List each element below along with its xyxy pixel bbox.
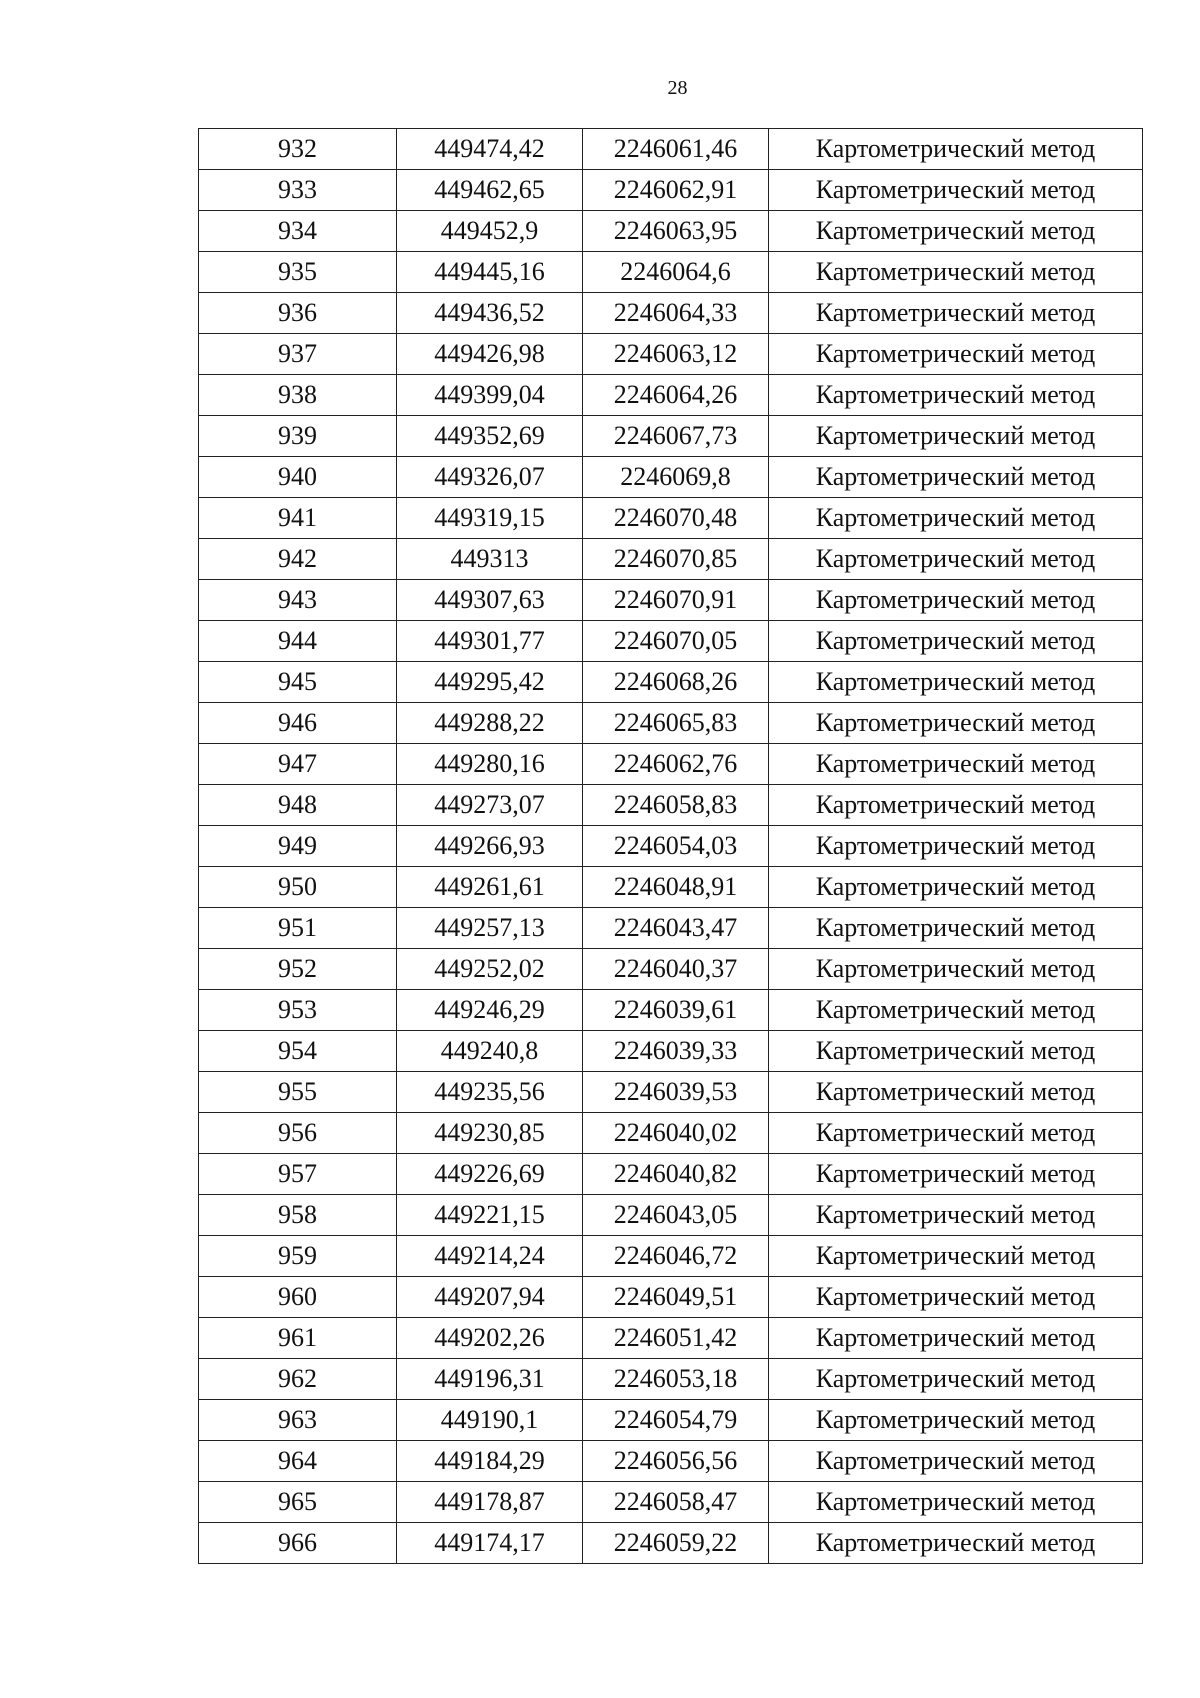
table-row: [199, 1113, 1143, 1154]
x-coordinate-cell: 449235,56: [397, 1072, 583, 1113]
method-cell: Картометрический метод: [769, 703, 1143, 744]
x-coordinate-cell: 449207,94: [397, 1277, 583, 1318]
point-number-cell: 932: [199, 129, 397, 170]
method-cell: Картометрический метод: [769, 826, 1143, 867]
x-coordinate-cell: 449252,02: [397, 949, 583, 990]
y-coordinate-cell: 2246054,03: [583, 826, 769, 867]
y-coordinate-cell: 2246043,47: [583, 908, 769, 949]
point-number-cell: 933: [199, 170, 397, 211]
y-coordinate-cell: 2246064,6: [583, 252, 769, 293]
method-cell: Картометрический метод: [769, 293, 1143, 334]
x-coordinate-cell: 449326,07: [397, 457, 583, 498]
y-coordinate-cell: 2246064,33: [583, 293, 769, 334]
table-row: [199, 621, 1143, 662]
y-coordinate-cell: 2246040,37: [583, 949, 769, 990]
table-row: [199, 1031, 1143, 1072]
y-coordinate-cell: 2246063,12: [583, 334, 769, 375]
point-number-cell: 938: [199, 375, 397, 416]
method-cell: Картометрический метод: [769, 990, 1143, 1031]
table-row: [199, 949, 1143, 990]
method-cell: Картометрический метод: [769, 908, 1143, 949]
x-coordinate-cell: 449266,93: [397, 826, 583, 867]
y-coordinate-cell: 2246058,83: [583, 785, 769, 826]
x-coordinate-cell: 449202,26: [397, 1318, 583, 1359]
method-cell: Картометрический метод: [769, 1031, 1143, 1072]
x-coordinate-cell: 449280,16: [397, 744, 583, 785]
method-cell: Картометрический метод: [769, 867, 1143, 908]
y-coordinate-cell: 2246063,95: [583, 211, 769, 252]
point-number-cell: 962: [199, 1359, 397, 1400]
x-coordinate-cell: 449445,16: [397, 252, 583, 293]
y-coordinate-cell: 2246070,48: [583, 498, 769, 539]
x-coordinate-cell: 449313: [397, 539, 583, 580]
y-coordinate-cell: 2246049,51: [583, 1277, 769, 1318]
table-row: [199, 334, 1143, 375]
y-coordinate-cell: 2246056,56: [583, 1441, 769, 1482]
x-coordinate-cell: 449474,42: [397, 129, 583, 170]
y-coordinate-cell: 2246064,26: [583, 375, 769, 416]
y-coordinate-cell: 2246046,72: [583, 1236, 769, 1277]
x-coordinate-cell: 449273,07: [397, 785, 583, 826]
y-coordinate-cell: 2246040,82: [583, 1154, 769, 1195]
point-number-cell: 953: [199, 990, 397, 1031]
y-coordinate-cell: 2246070,91: [583, 580, 769, 621]
x-coordinate-cell: 449288,22: [397, 703, 583, 744]
y-coordinate-cell: 2246062,91: [583, 170, 769, 211]
method-cell: Картометрический метод: [769, 539, 1143, 580]
y-coordinate-cell: 2246061,46: [583, 129, 769, 170]
table-row: [199, 457, 1143, 498]
point-number-cell: 958: [199, 1195, 397, 1236]
x-coordinate-cell: 449399,04: [397, 375, 583, 416]
method-cell: Картометрический метод: [769, 1318, 1143, 1359]
table-row: [199, 1195, 1143, 1236]
table-row: [199, 252, 1143, 293]
method-cell: Картометрический метод: [769, 744, 1143, 785]
method-cell: Картометрический метод: [769, 949, 1143, 990]
table-row: [199, 867, 1143, 908]
table-row: [199, 1154, 1143, 1195]
y-coordinate-cell: 2246051,42: [583, 1318, 769, 1359]
point-number-cell: 950: [199, 867, 397, 908]
point-number-cell: 939: [199, 416, 397, 457]
x-coordinate-cell: 449301,77: [397, 621, 583, 662]
point-number-cell: 942: [199, 539, 397, 580]
point-number-cell: 964: [199, 1441, 397, 1482]
x-coordinate-cell: 449230,85: [397, 1113, 583, 1154]
y-coordinate-cell: 2246040,02: [583, 1113, 769, 1154]
table-row: [199, 539, 1143, 580]
table-row: [199, 1482, 1143, 1523]
table-row: [199, 990, 1143, 1031]
method-cell: Картометрический метод: [769, 1441, 1143, 1482]
method-cell: Картометрический метод: [769, 1236, 1143, 1277]
x-coordinate-cell: 449319,15: [397, 498, 583, 539]
x-coordinate-cell: 449426,98: [397, 334, 583, 375]
point-number-cell: 956: [199, 1113, 397, 1154]
table-row: [199, 375, 1143, 416]
method-cell: Картометрический метод: [769, 375, 1143, 416]
point-number-cell: 949: [199, 826, 397, 867]
method-cell: Картометрический метод: [769, 621, 1143, 662]
point-number-cell: 960: [199, 1277, 397, 1318]
point-number-cell: 966: [199, 1523, 397, 1564]
table-row: [199, 1277, 1143, 1318]
point-number-cell: 959: [199, 1236, 397, 1277]
table-row: [199, 170, 1143, 211]
method-cell: Картометрический метод: [769, 580, 1143, 621]
coordinates-table-body: [199, 129, 1143, 1564]
y-coordinate-cell: 2246039,61: [583, 990, 769, 1031]
y-coordinate-cell: 2246068,26: [583, 662, 769, 703]
point-number-cell: 945: [199, 662, 397, 703]
x-coordinate-cell: 449178,87: [397, 1482, 583, 1523]
point-number-cell: 955: [199, 1072, 397, 1113]
y-coordinate-cell: 2246054,79: [583, 1400, 769, 1441]
x-coordinate-cell: 449452,9: [397, 211, 583, 252]
table-row: [199, 416, 1143, 457]
y-coordinate-cell: 2246070,05: [583, 621, 769, 662]
table-row: [199, 498, 1143, 539]
y-coordinate-cell: 2246062,76: [583, 744, 769, 785]
point-number-cell: 951: [199, 908, 397, 949]
x-coordinate-cell: 449261,61: [397, 867, 583, 908]
point-number-cell: 947: [199, 744, 397, 785]
method-cell: Картометрический метод: [769, 334, 1143, 375]
x-coordinate-cell: 449352,69: [397, 416, 583, 457]
table-row: [199, 908, 1143, 949]
table-row: [199, 785, 1143, 826]
point-number-cell: 937: [199, 334, 397, 375]
method-cell: Картометрический метод: [769, 1523, 1143, 1564]
y-coordinate-cell: 2246059,22: [583, 1523, 769, 1564]
method-cell: Картометрический метод: [769, 170, 1143, 211]
x-coordinate-cell: 449174,17: [397, 1523, 583, 1564]
point-number-cell: 944: [199, 621, 397, 662]
y-coordinate-cell: 2246070,85: [583, 539, 769, 580]
y-coordinate-cell: 2246048,91: [583, 867, 769, 908]
x-coordinate-cell: 449240,8: [397, 1031, 583, 1072]
point-number-cell: 934: [199, 211, 397, 252]
point-number-cell: 963: [199, 1400, 397, 1441]
method-cell: Картометрический метод: [769, 1113, 1143, 1154]
method-cell: Картометрический метод: [769, 1154, 1143, 1195]
table-row: [199, 1072, 1143, 1113]
table-row: [199, 1359, 1143, 1400]
y-coordinate-cell: 2246039,33: [583, 1031, 769, 1072]
method-cell: Картометрический метод: [769, 785, 1143, 826]
method-cell: Картометрический метод: [769, 1359, 1143, 1400]
point-number-cell: 954: [199, 1031, 397, 1072]
point-number-cell: 936: [199, 293, 397, 334]
table-row: [199, 580, 1143, 621]
x-coordinate-cell: 449295,42: [397, 662, 583, 703]
point-number-cell: 946: [199, 703, 397, 744]
method-cell: Картометрический метод: [769, 129, 1143, 170]
x-coordinate-cell: 449307,63: [397, 580, 583, 621]
y-coordinate-cell: 2246058,47: [583, 1482, 769, 1523]
method-cell: Картометрический метод: [769, 1072, 1143, 1113]
x-coordinate-cell: 449257,13: [397, 908, 583, 949]
method-cell: Картометрический метод: [769, 1277, 1143, 1318]
table-row: [199, 1236, 1143, 1277]
x-coordinate-cell: 449221,15: [397, 1195, 583, 1236]
method-cell: Картометрический метод: [769, 1482, 1143, 1523]
y-coordinate-cell: 2246065,83: [583, 703, 769, 744]
method-cell: Картометрический метод: [769, 211, 1143, 252]
method-cell: Картометрический метод: [769, 498, 1143, 539]
method-cell: Картометрический метод: [769, 1400, 1143, 1441]
table-row: [199, 1523, 1143, 1564]
coordinates-table: [198, 128, 1143, 1564]
point-number-cell: 940: [199, 457, 397, 498]
point-number-cell: 943: [199, 580, 397, 621]
point-number-cell: 948: [199, 785, 397, 826]
x-coordinate-cell: 449246,29: [397, 990, 583, 1031]
method-cell: Картометрический метод: [769, 416, 1143, 457]
point-number-cell: 965: [199, 1482, 397, 1523]
table-row: [199, 1400, 1143, 1441]
point-number-cell: 941: [199, 498, 397, 539]
table-row: [199, 293, 1143, 334]
table-row: [199, 1441, 1143, 1482]
x-coordinate-cell: 449462,65: [397, 170, 583, 211]
table-row: [199, 744, 1143, 785]
x-coordinate-cell: 449196,31: [397, 1359, 583, 1400]
y-coordinate-cell: 2246039,53: [583, 1072, 769, 1113]
y-coordinate-cell: 2246067,73: [583, 416, 769, 457]
point-number-cell: 935: [199, 252, 397, 293]
y-coordinate-cell: 2246043,05: [583, 1195, 769, 1236]
method-cell: Картометрический метод: [769, 1195, 1143, 1236]
method-cell: Картометрический метод: [769, 252, 1143, 293]
table-row: [199, 211, 1143, 252]
point-number-cell: 957: [199, 1154, 397, 1195]
table-row: [199, 662, 1143, 703]
x-coordinate-cell: 449226,69: [397, 1154, 583, 1195]
page-number: 28: [667, 77, 688, 99]
y-coordinate-cell: 2246053,18: [583, 1359, 769, 1400]
table-row: [199, 129, 1143, 170]
method-cell: Картометрический метод: [769, 457, 1143, 498]
y-coordinate-cell: 2246069,8: [583, 457, 769, 498]
table-row: [199, 703, 1143, 744]
method-cell: Картометрический метод: [769, 662, 1143, 703]
point-number-cell: 952: [199, 949, 397, 990]
x-coordinate-cell: 449214,24: [397, 1236, 583, 1277]
point-number-cell: 961: [199, 1318, 397, 1359]
table-row: [199, 826, 1143, 867]
table-row: [199, 1318, 1143, 1359]
x-coordinate-cell: 449184,29: [397, 1441, 583, 1482]
x-coordinate-cell: 449436,52: [397, 293, 583, 334]
x-coordinate-cell: 449190,1: [397, 1400, 583, 1441]
